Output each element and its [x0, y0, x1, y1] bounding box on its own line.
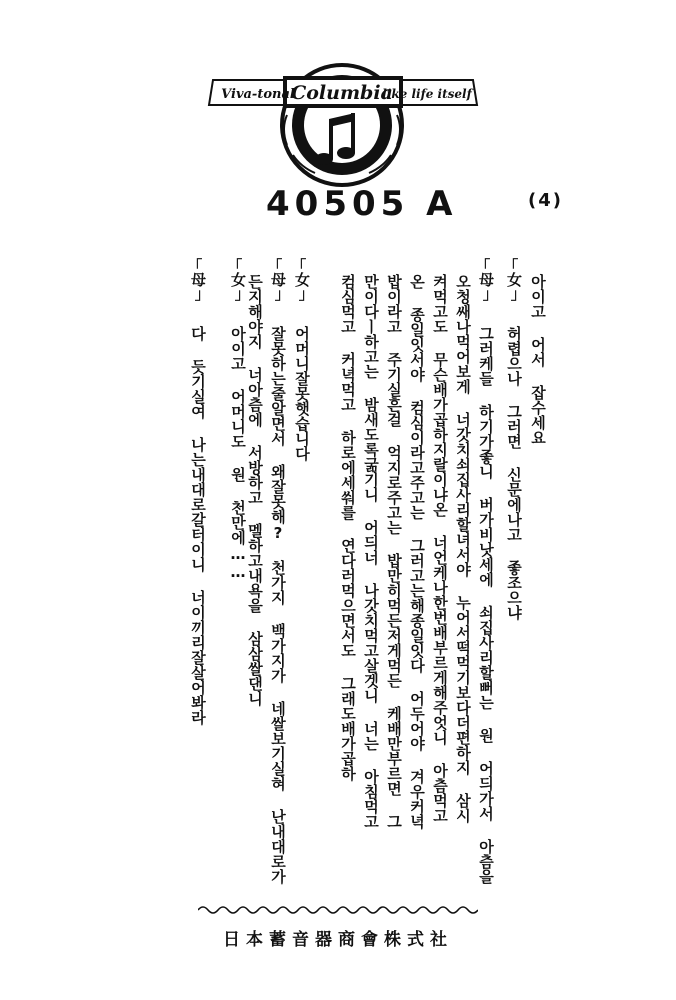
logo-brand: Columbia — [291, 82, 393, 104]
dialogue-line — [475, 258, 497, 928]
dialogue-line — [503, 258, 525, 928]
speaker-tag: ｢母｣ — [189, 258, 207, 300]
logo-slogan-right: like life itself — [382, 87, 472, 101]
dialogue-line — [291, 258, 313, 928]
line-text: 만이다ㅣ하고는 밤새도록굶기니 어듸너 나갓치먹고살겟니 너는 아침먹고 — [362, 274, 380, 829]
line-text: 그러케들 하기가좋니 버가비낫세에 쇠집사리할뻐는 원 어듸가서 아츰을 — [477, 326, 495, 884]
speaker-tag: ｢母｣ — [477, 258, 495, 300]
publisher-name: 日本蓄音器商會株式社 — [223, 930, 453, 950]
wavy-divider — [198, 903, 478, 917]
dialogue-line — [527, 258, 549, 928]
speaker-tag: ｢女｣ — [505, 258, 523, 300]
line-text: 아이고 어머니도 원 천만에…… — [229, 326, 247, 581]
page-number: (4) — [528, 190, 563, 211]
dialogue-line — [383, 258, 405, 928]
columbia-logo — [205, 55, 480, 190]
line-text: 다 듯기실여 나는내대로갈터이니 너이끼리잘살어봐라 — [189, 326, 207, 725]
speaker-tag: ｢女｣ — [229, 258, 247, 300]
line-text: 밥이라고 주기실흔걸 억지로주고는 밥만히먹든저게먹든 케배만부르면 그 — [385, 274, 403, 829]
line-text: 허렵으나 그러면 신문에나고 좋조으냐 — [505, 326, 523, 620]
line-text: 켜먹고도 무슨배가곱하지랄이냐온 너언케나한번배부르게해주엇니 아츰먹고 — [431, 274, 449, 823]
dialogue-line — [452, 258, 474, 928]
catalog-number: 40505 A — [266, 184, 458, 224]
dialogue-line — [227, 258, 249, 928]
line-text: 어머니잘못햇습니다 — [293, 326, 311, 461]
dialogue-line — [360, 258, 382, 928]
logo-slogan-left: Viva-tonal — [221, 87, 295, 102]
dialogue-line — [267, 258, 289, 928]
line-text: 컴심먹고 커녁먹고 하로에세쒀를 연다러먹으면서도 그래도배가곱하 — [339, 274, 357, 781]
dialogue-line — [406, 258, 428, 928]
line-text: 아이고 어서 잡수세요 — [529, 274, 547, 445]
line-text: 오청쌔나먹어보게 너갓치쇠집사리할녀서야 누어서떡먹기보다더편하지 삼시 — [454, 274, 472, 823]
line-text: 잘못하는줄알면서 왜잘못해? 천가지 백가지가 네쌀보기실혀 난내대로가 — [269, 326, 287, 884]
dialogue-line — [429, 258, 451, 928]
speaker-tag: ｢女｣ — [293, 258, 311, 300]
dialogue-line — [187, 258, 209, 928]
line-text: 든지해야지 너아츰에 서방하고 멜하고내욕을 삼삼쌀댄니 — [246, 274, 264, 706]
dialogue-line — [337, 258, 359, 928]
line-text: 온 종일잇서야 컴심이라고주고는 그러고는해종일잇다 어두어야 겨우커녁 — [408, 274, 426, 829]
speaker-tag: ｢母｣ — [269, 258, 287, 300]
